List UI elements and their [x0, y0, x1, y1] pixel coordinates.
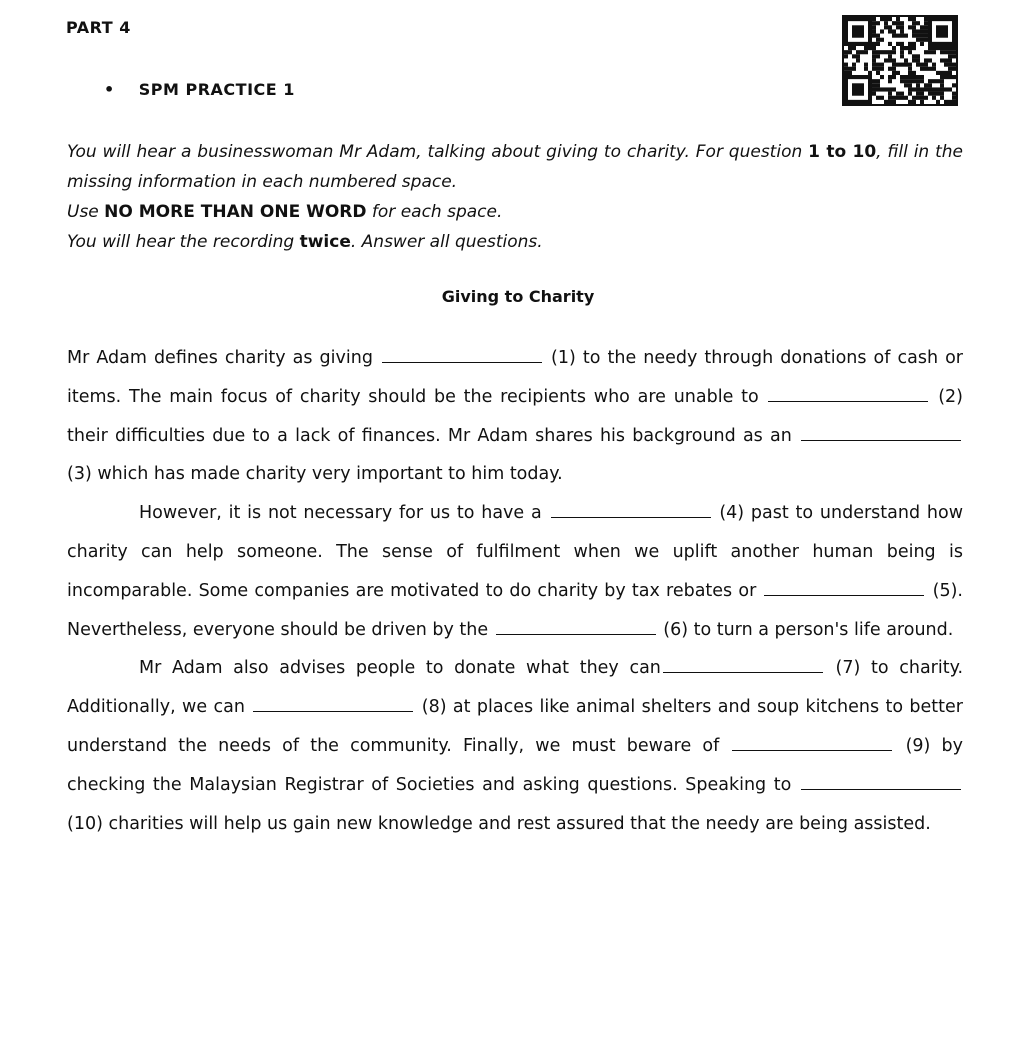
instruction-line-3: You will hear the recording twice. Answer all questions.	[67, 232, 543, 252]
paragraph-3: Mr Adam also advises people to donate what they can (7) to charity. Additionally, we can (8) at places like animal shelters and soup kitchens to better understand the needs of the community. Finally, we must beware of (9) by checking the Malaysian Registrar of Societies and asking questions. Speaking to (10) charities will help us gain new knowledge and rest assured that the needy are being assisted.	[67, 649, 963, 843]
answer-blank-2[interactable]	[768, 383, 928, 402]
answer-blank-8[interactable]	[253, 693, 413, 712]
passage	[67, 339, 963, 843]
qr-code-icon	[844, 17, 956, 104]
instruction-line-2: Use NO MORE THAN ONE WORD for each space.	[67, 202, 503, 222]
answer-blank-6[interactable]	[496, 616, 656, 635]
answer-blank-1[interactable]	[382, 344, 542, 363]
paragraph-2: However, it is not necessary for us to have a (4) past to understand how charity can help someone. The sense of fulfilment when we uplift another human being is incomparable. Some companies are motivated to do charity by tax rebates or (5). Nevertheless, everyone should be driven by the (6) to turn a person's life around.	[67, 494, 963, 649]
part-title: PART 4	[66, 18, 131, 37]
answer-blank-7[interactable]	[663, 654, 823, 673]
passage-title: Giving to Charity	[441, 287, 595, 306]
answer-blank-10[interactable]	[801, 771, 961, 790]
paragraph-1: Mr Adam defines charity as giving (1) to the needy through donations of cash or items. The main focus of charity should be the recipients who are unable to (2) their difficulties due to a lack of finances. Mr Adam shares his background as an (3) which has made charity very important to him today.	[67, 339, 963, 494]
practice-label: SPM PRACTICE 1	[138, 80, 295, 99]
qr-code[interactable]	[842, 15, 958, 106]
bullet-icon: •	[104, 80, 115, 99]
instructions	[67, 137, 963, 257]
answer-blank-3[interactable]	[801, 422, 961, 441]
answer-blank-5[interactable]	[764, 577, 924, 596]
answer-blank-4[interactable]	[551, 499, 711, 518]
answer-blank-9[interactable]	[732, 732, 892, 751]
instruction-line-1: You will hear a businesswoman Mr Adam, talking about giving to charity. For question 1 to 10, fill in the missing information in each numbered space.	[67, 142, 963, 192]
practice-heading	[104, 80, 295, 99]
